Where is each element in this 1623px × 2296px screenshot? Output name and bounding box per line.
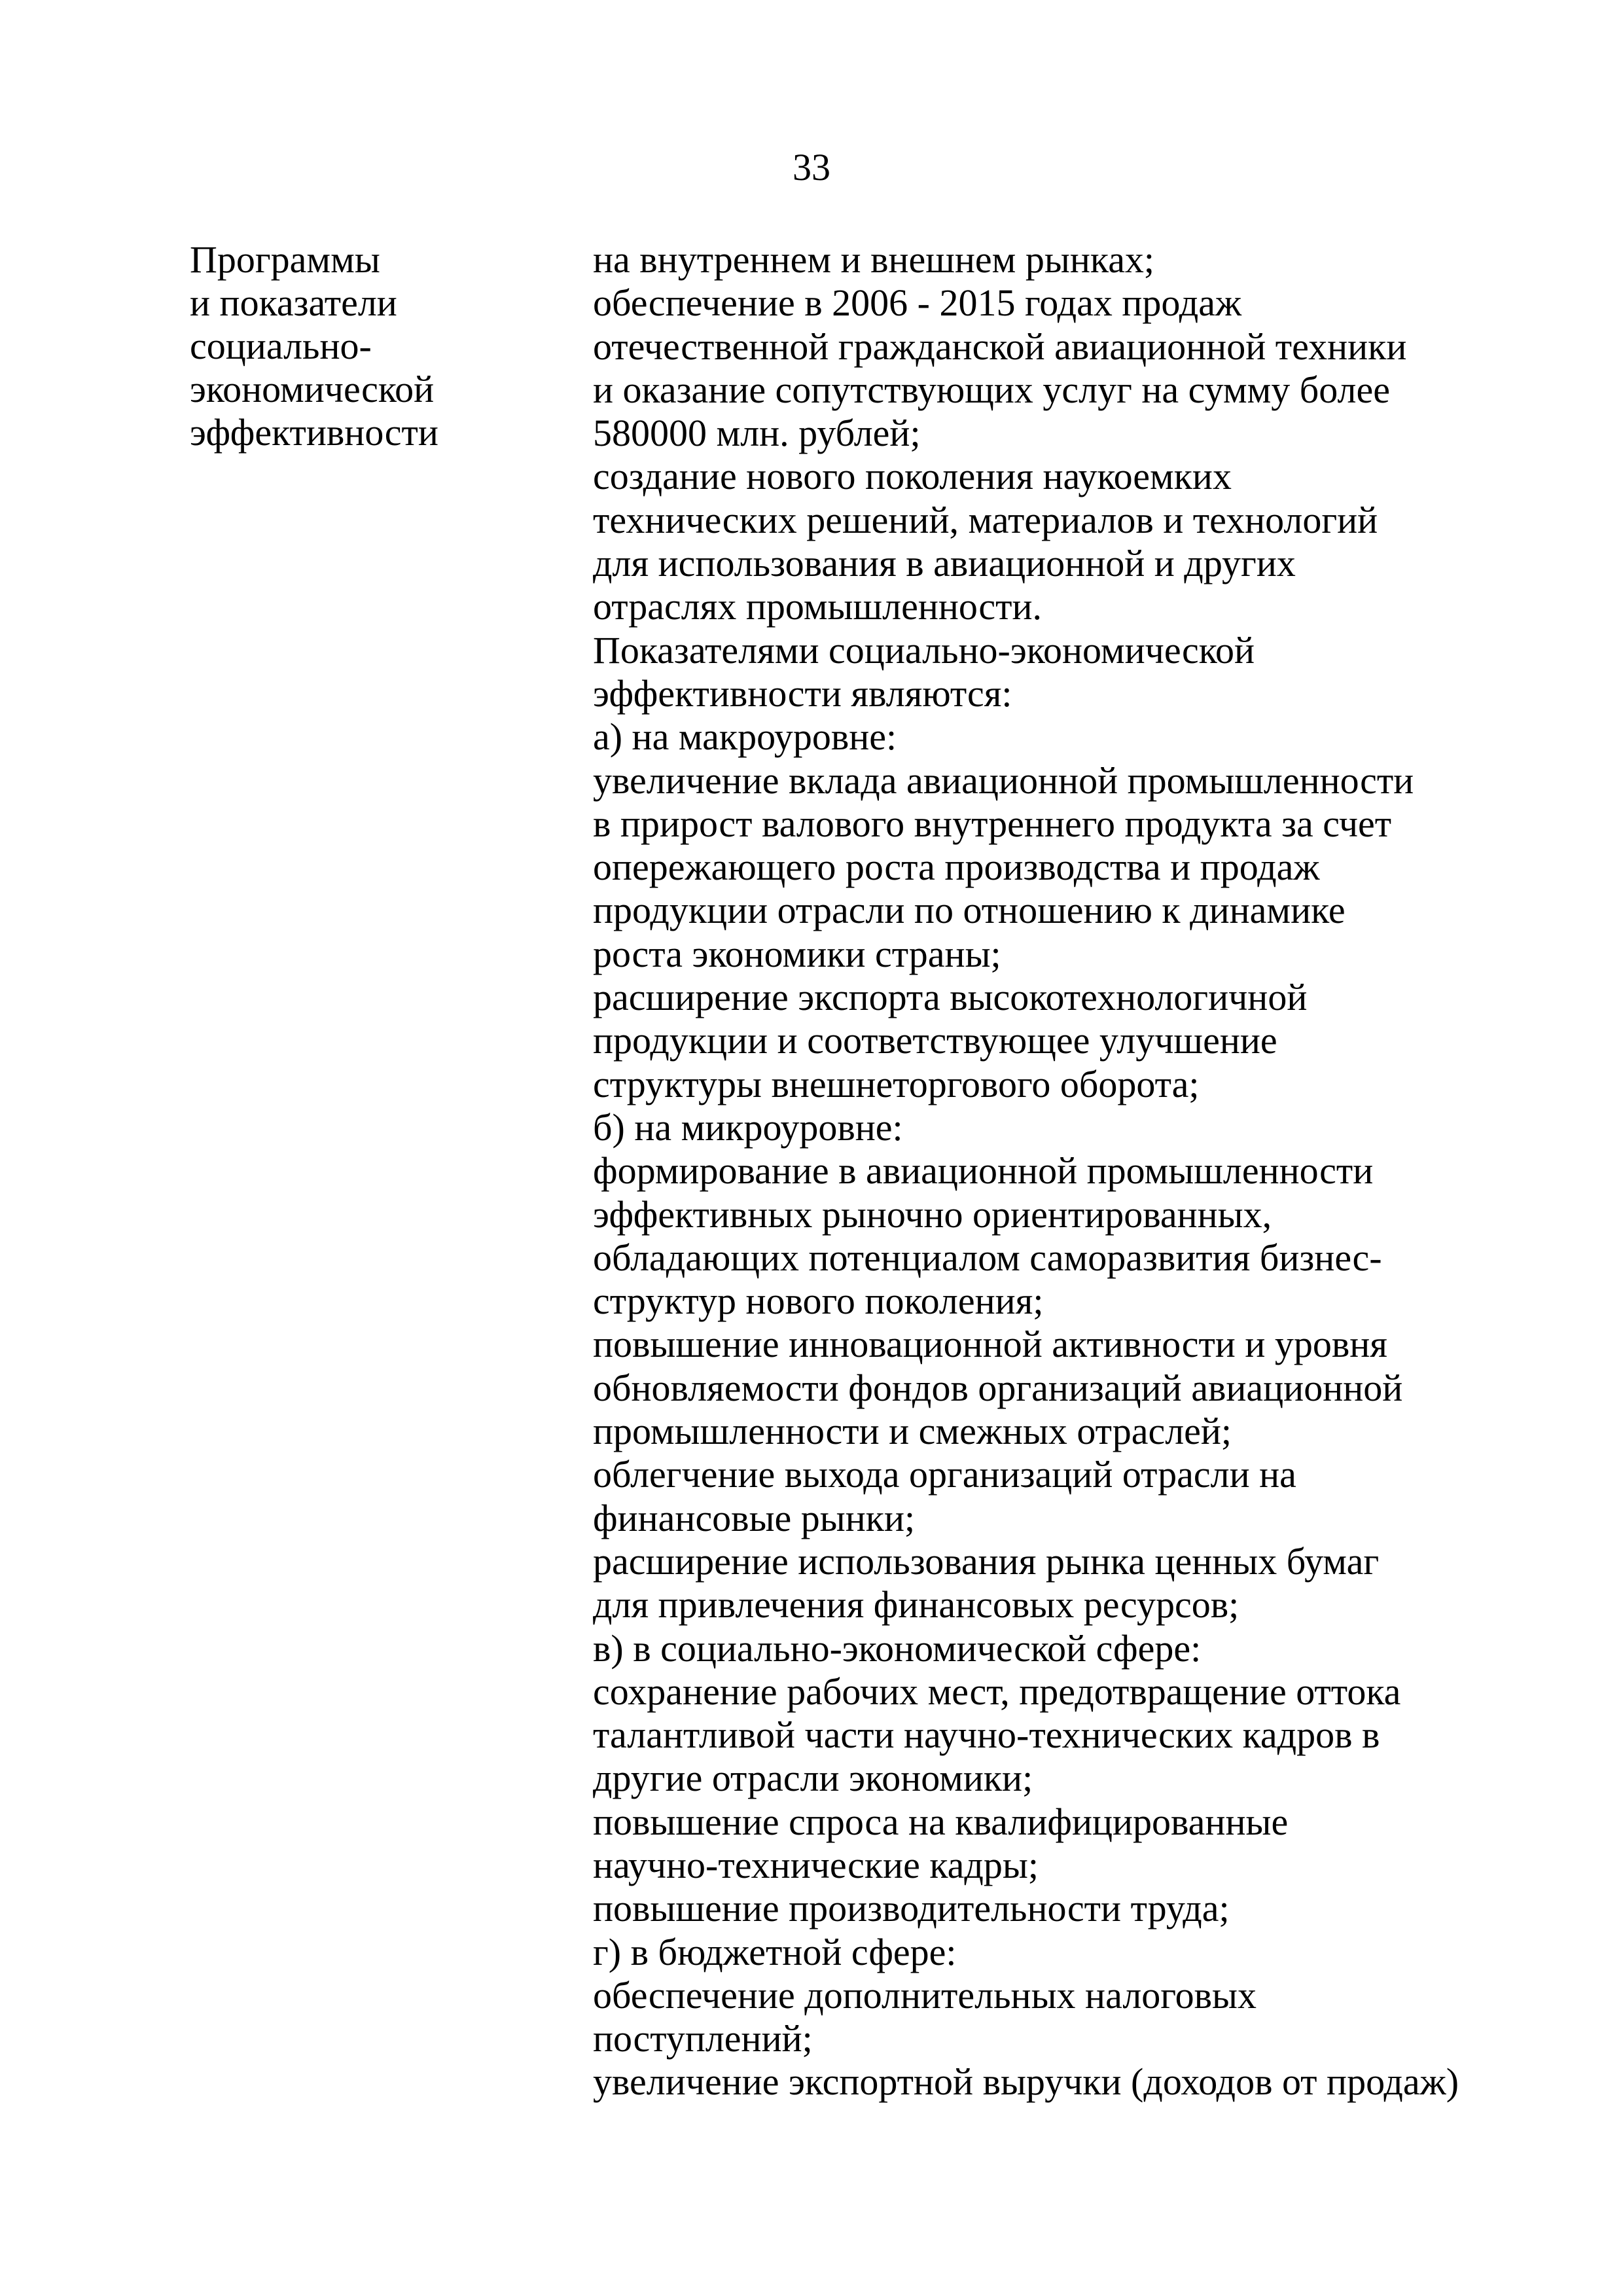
page-number: 33 — [793, 146, 830, 188]
body-line: Показателями социально-экономической — [593, 628, 1255, 672]
body-line: продукции и соответствующее улучшение — [593, 1019, 1277, 1062]
body-line: структуры внешнеторгового оборота; — [593, 1062, 1200, 1105]
body-line: роста экономики страны; — [593, 932, 1001, 975]
body-line: промышленности и смежных отраслей; — [593, 1410, 1232, 1453]
body-line: поступлений; — [593, 2017, 813, 2060]
section-label-line: социально- — [190, 325, 372, 367]
body-line: г) в бюджетной сфере: — [593, 1930, 957, 1973]
body-line: эффективных рыночно ориентированных, — [593, 1193, 1272, 1236]
body-line: расширение экспорта высокотехнологичной — [593, 976, 1308, 1019]
body-line: отечественной гражданской авиационной техники — [593, 325, 1407, 368]
body-line: облегчение выхода организаций отрасли на — [593, 1453, 1296, 1496]
body-line: продукции отрасли по отношению к динамике — [593, 889, 1346, 932]
body-line: на внутреннем и внешнем рынках; — [593, 238, 1155, 281]
body-line: обеспечение дополнительных налоговых — [593, 1973, 1257, 2017]
body-line: обеспечение в 2006 - 2015 годах продаж — [593, 281, 1242, 325]
body-line: и оказание сопутствующих услуг на сумму более — [593, 368, 1390, 411]
body-line: повышение производительности труда; — [593, 1887, 1230, 1930]
body-line: эффективности являются: — [593, 672, 1012, 715]
body-line: 580000 млн. рублей; — [593, 412, 921, 455]
body-line: научно-технические кадры; — [593, 1843, 1039, 1886]
body-line: отраслях промышленности. — [593, 585, 1043, 628]
section-label-line: экономической — [190, 368, 435, 410]
body-line: формирование в авиационной промышленности — [593, 1149, 1374, 1193]
body-line: а) на макроуровне: — [593, 715, 897, 759]
body-line: структур нового поколения; — [593, 1280, 1044, 1323]
body-line: в прирост валового внутреннего продукта за счет — [593, 802, 1392, 845]
body-line: обладающих потенциалом саморазвития бизнес- — [593, 1236, 1382, 1279]
body-line: опережающего роста производства и продаж — [593, 846, 1320, 889]
body-line: б) на микроуровне: — [593, 1105, 903, 1149]
body-line: другие отрасли экономики; — [593, 1757, 1033, 1800]
body-line: в) в социально-экономической сфере: — [593, 1626, 1202, 1670]
body-line: создание нового поколения наукоемких — [593, 455, 1232, 498]
body-line: талантливой части научно-технических кадров в — [593, 1713, 1380, 1757]
body-line: повышение спроса на квалифицированные — [593, 1800, 1289, 1843]
body-line: сохранение рабочих мест, предотвращение оттока — [593, 1670, 1401, 1713]
body-line: повышение инновационной активности и уровня — [593, 1323, 1387, 1366]
body-line: обновляемости фондов организаций авиационной — [593, 1366, 1403, 1409]
body-line: увеличение экспортной выручки (доходов от продаж) — [593, 2060, 1459, 2104]
body-line: расширение использования рынка ценных бумаг — [593, 1539, 1380, 1583]
body-line: увеличение вклада авиационной промышленности — [593, 759, 1414, 802]
section-label-line: эффективности — [190, 411, 438, 454]
body-line: технических решений, материалов и технологий — [593, 498, 1378, 541]
section-body — [593, 238, 1463, 2104]
section-label-line: Программы — [190, 238, 380, 281]
section-label-line: и показатели — [190, 281, 397, 324]
section-label — [190, 238, 556, 454]
body-line: финансовые рынки; — [593, 1496, 916, 1539]
body-line: для использования в авиационной и других — [593, 542, 1296, 585]
body-line: для привлечения финансовых ресурсов; — [593, 1583, 1240, 1626]
